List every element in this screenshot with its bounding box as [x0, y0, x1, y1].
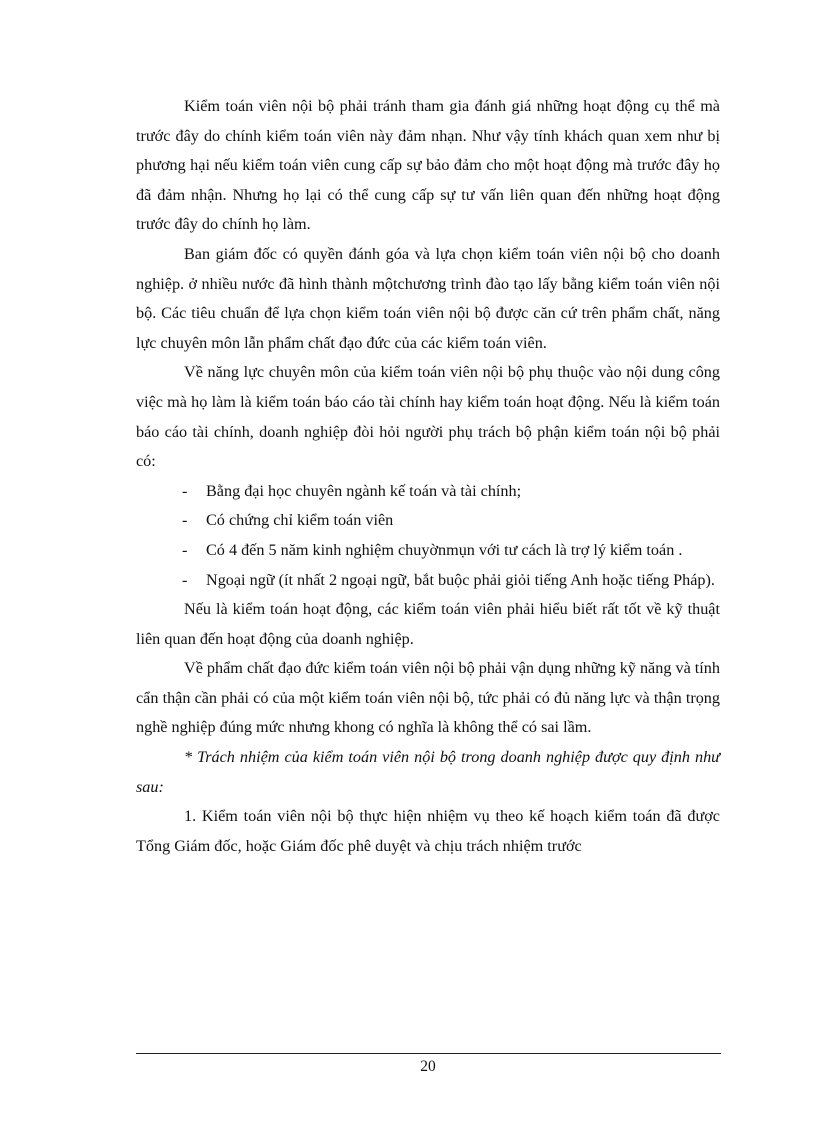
list-item-text: Có chứng chỉ kiểm toán viên: [206, 511, 394, 530]
list-marker: -: [182, 540, 188, 559]
list-item: [136, 477, 720, 507]
list-item: [136, 566, 720, 596]
paragraph-objectivity: Kiểm toán viên nội bộ phải tránh tham gia đánh giá những hoạt động cụ thể mà trước đây do chính kiểm toán viên này đảm nhạn. Như vậy tính khách quan xem như bị phương hại nếu kiểm toán viên cung cấp sự bảo đảm cho một hoạt động mà trước đây họ đã đảm nhận. Nhưng họ lại có thể cung cấp sự tư vấn liên quan đến những hoạt động trước đây do chính họ làm.: [136, 97, 720, 234]
numbered-paragraph: 1. Kiểm toán viên nội bộ thực hiện nhiệm vụ theo kế hoạch kiểm toán đã được Tổng Giám đốc, hoặc Giám đốc phê duyệt và chịu trách nhiệm trước: [136, 807, 720, 855]
paragraph-selection: Ban giám đốc có quyền đánh góa và lựa chọn kiểm toán viên nội bộ cho doanh nghiệp. ở nhiều nước đã hình thành mộtchương trình đào tạo lấy bằng kiểm toán viên nội bộ. Các tiêu chuẩn để lựa chọn kiểm toán viên nội bộ được căn cứ trên phẩm chất, năng lực chuyên môn lẫn phẩm chất đạo đức của các kiểm toán viên.: [136, 244, 720, 352]
paragraph-ethics: Về phẩm chất đạo đức kiểm toán viên nội bộ phải vận dụng những kỹ năng và tính cẩn thận cần phải có của một kiểm toán viên nội bộ, tức phải có đủ năng lực và thận trọng nghề nghiệp đúng mức nhưng khong có nghĩa là không thể có sai lầm.: [136, 659, 720, 737]
list-item: [136, 506, 720, 536]
list-marker: -: [182, 570, 188, 589]
list-marker: -: [182, 481, 188, 500]
list-marker: -: [182, 511, 188, 530]
list-item-text: Có 4 đến 5 năm kinh nghiệm chuyờnmụn với tư cách là trợ lý kiểm toán .: [206, 540, 683, 559]
list-item: [136, 536, 720, 566]
paragraph-operational-audit: Nếu là kiểm toán hoạt động, các kiểm toán viên phải hiểu biết rất tốt về kỹ thuật liên quan đến hoạt động của doanh nghiệp.: [136, 600, 720, 648]
list-item-text: Bằng đại học chuyên ngành kế toán và tài chính;: [206, 481, 522, 500]
page-body: [136, 92, 720, 861]
list-item-text: Ngoại ngữ (ít nhất 2 ngoại ngữ, bắt buộc phải giỏi tiếng Anh hoặc tiếng Pháp).: [206, 570, 715, 589]
section-heading: * Trách nhiệm của kiểm toán viên nội bộ trong doanh nghiệp được quy định như sau:: [136, 748, 720, 796]
page-number: 20: [420, 1058, 436, 1075]
footer-divider: [136, 1053, 721, 1054]
requirements-list: [136, 477, 720, 595]
paragraph-competence: Về năng lực chuyên môn của kiểm toán viên nội bộ phụ thuộc vào nội dung công việc mà họ làm là kiểm toán báo cáo tài chính hay kiểm toán hoạt động. Nếu là kiểm toán báo cáo tài chính, doanh nghiệp đòi hỏi người phụ trách bộ phận kiểm toán nội bộ phải có:: [136, 363, 720, 471]
